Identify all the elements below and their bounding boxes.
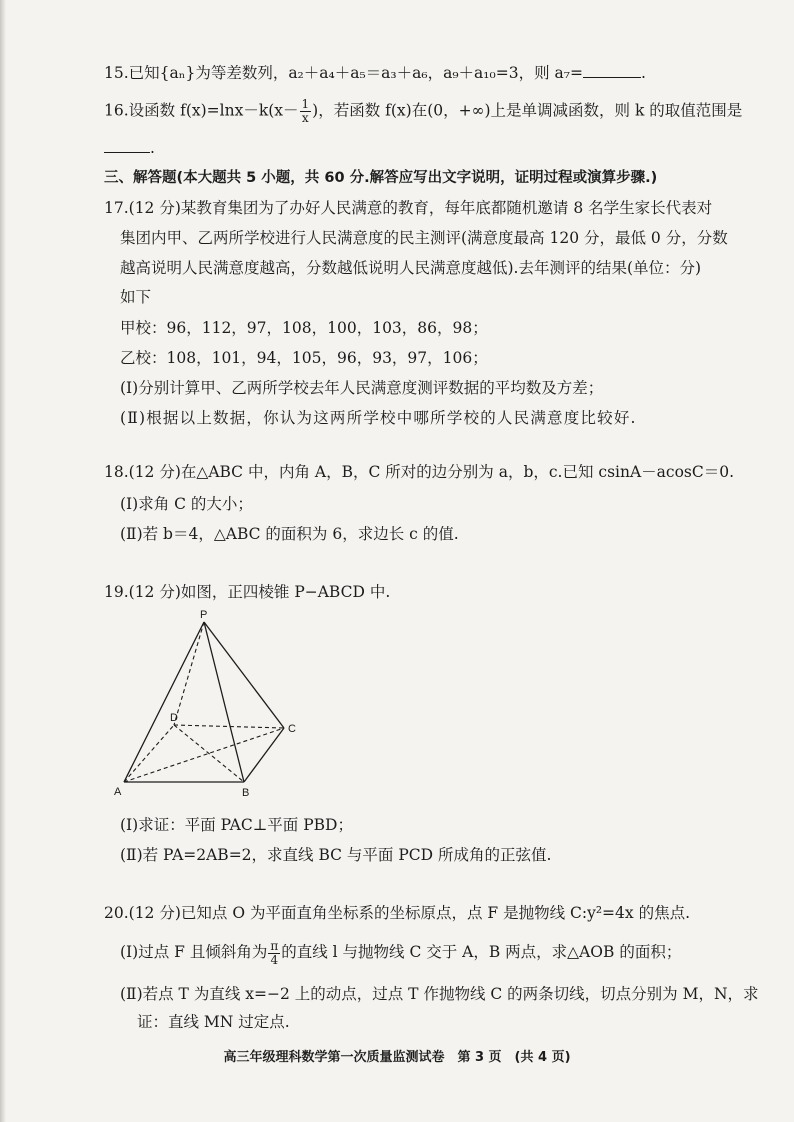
question-20-part-1-post: 的直线 l 与抛物线 C 交于 A，B 两点，求△AOB 的面积； <box>281 943 682 961</box>
question-20-line-1: 20.(12 分)已知点 O 为平面直角坐标系的坐标原点，点 F 是抛物线 C:y²=4x 的焦点. <box>104 904 690 922</box>
question-17-line-3: 越高说明人民满意度越高，分数越低说明人民满意度越低).去年测评的结果(单位：分) <box>120 259 702 277</box>
edge-PC <box>204 622 284 728</box>
question-17-part-2: (Ⅱ)根据以上数据，你认为这两所学校中哪所学校的人民满意度比较好. <box>120 409 637 427</box>
question-17-line-1: 17.(12 分)某教育集团为了办好人民满意的教育，每年底都随机邀请 8 名学生家长代表对 <box>104 199 713 217</box>
pyramid-svg <box>112 610 312 800</box>
question-19-line-1: 19.(12 分)如图，正四棱锥 P−ABCD 中. <box>104 583 391 601</box>
edge-PB <box>204 622 244 782</box>
question-16-tail: . <box>150 139 155 157</box>
fraction-1-over-x <box>300 98 312 125</box>
question-20-part-2-line-1: (Ⅱ)若点 T 为直线 x=−2 上的动点，过点 T 作抛物线 C 的两条切线，切点分别为 M，N，求 <box>120 985 759 1003</box>
fraction-denominator: x <box>301 111 309 125</box>
question-17-part-1: (Ⅰ)分别计算甲、乙两所学校去年人民满意度测评数据的平均数及方差； <box>120 379 604 397</box>
answer-blank-15 <box>583 63 641 78</box>
question-20-part-1 <box>120 937 681 967</box>
vertex-label-D: D <box>170 712 178 724</box>
fraction-numerator: π <box>270 938 279 953</box>
pyramid-figure <box>112 610 312 800</box>
question-19-part-1: (Ⅰ)求证：平面 PAC⊥平面 PBD； <box>120 816 353 834</box>
question-19-part-2: (Ⅱ)若 PA=2AB=2，求直线 BC 与平面 PCD 所成角的正弦值. <box>120 846 552 864</box>
school-a-scores: 甲校：96，112，97，108，100，103，86，98； <box>120 319 488 337</box>
question-18-part-1: (Ⅰ)求角 C 的大小； <box>120 495 253 513</box>
edge-AD <box>124 725 174 782</box>
question-16 <box>104 98 742 125</box>
question-20-part-2-line-2: 证：直线 MN 过定点. <box>137 1013 290 1031</box>
fraction-pi-over-4 <box>268 940 280 967</box>
answer-blank-16 <box>104 138 150 153</box>
edge-PA <box>124 622 204 782</box>
vertex-label-A: A <box>114 786 122 798</box>
diagonal-BD <box>174 725 244 782</box>
question-15-text: 15.已知{aₙ}为等差数列，a₂＋a₄＋a₅＝a₃＋a₆，a₉＋a₁₀=3，则 a₇= <box>104 64 583 82</box>
page-footer: 高三年级理科数学第一次质量监测试卷 第 3 页 (共 4 页) <box>223 1050 571 1065</box>
question-17-line-2: 集团内甲、乙两所学校进行人民满意度的民主测评(满意度最高 120 分，最低 0 分，分数 <box>120 229 728 247</box>
scan-edge-shadow <box>0 0 6 1122</box>
question-15-tail: . <box>640 64 646 82</box>
vertex-label-P: P <box>200 609 208 621</box>
edge-BC <box>244 728 284 782</box>
school-b-scores: 乙校：108，101，94，105，96，93，97，106； <box>120 349 488 367</box>
question-16-answer-line <box>104 138 155 158</box>
question-17-line-4: 如下 <box>120 288 152 306</box>
fraction-denominator: 4 <box>270 952 279 967</box>
vertex-label-C: C <box>288 723 296 735</box>
fraction-numerator: 1 <box>301 97 310 111</box>
question-15 <box>104 63 646 83</box>
section-3-heading: 三、解答题(本大题共 5 小题，共 60 分.解答应写出文字说明，证明过程或演算步骤.) <box>104 170 658 186</box>
question-18-part-2: (Ⅱ)若 b＝4，△ABC 的面积为 6，求边长 c 的值. <box>120 525 459 543</box>
vertex-label-B: B <box>242 787 250 799</box>
question-16-text-pre: 16.设函数 f(x)=lnx－k(x－ <box>104 101 299 120</box>
question-18-line-1: 18.(12 分)在△ABC 中，内角 A，B，C 所对的边分别为 a，b，c.已知 csinA－acosC＝0. <box>104 463 735 481</box>
question-20-part-1-pre: (Ⅰ)过点 F 且倾斜角为 <box>120 943 268 961</box>
question-16-text-post: )，若函数 f(x)在(0，+∞)上是单调减函数，则 k 的取值范围是 <box>312 101 743 120</box>
edge-DC <box>174 725 284 728</box>
